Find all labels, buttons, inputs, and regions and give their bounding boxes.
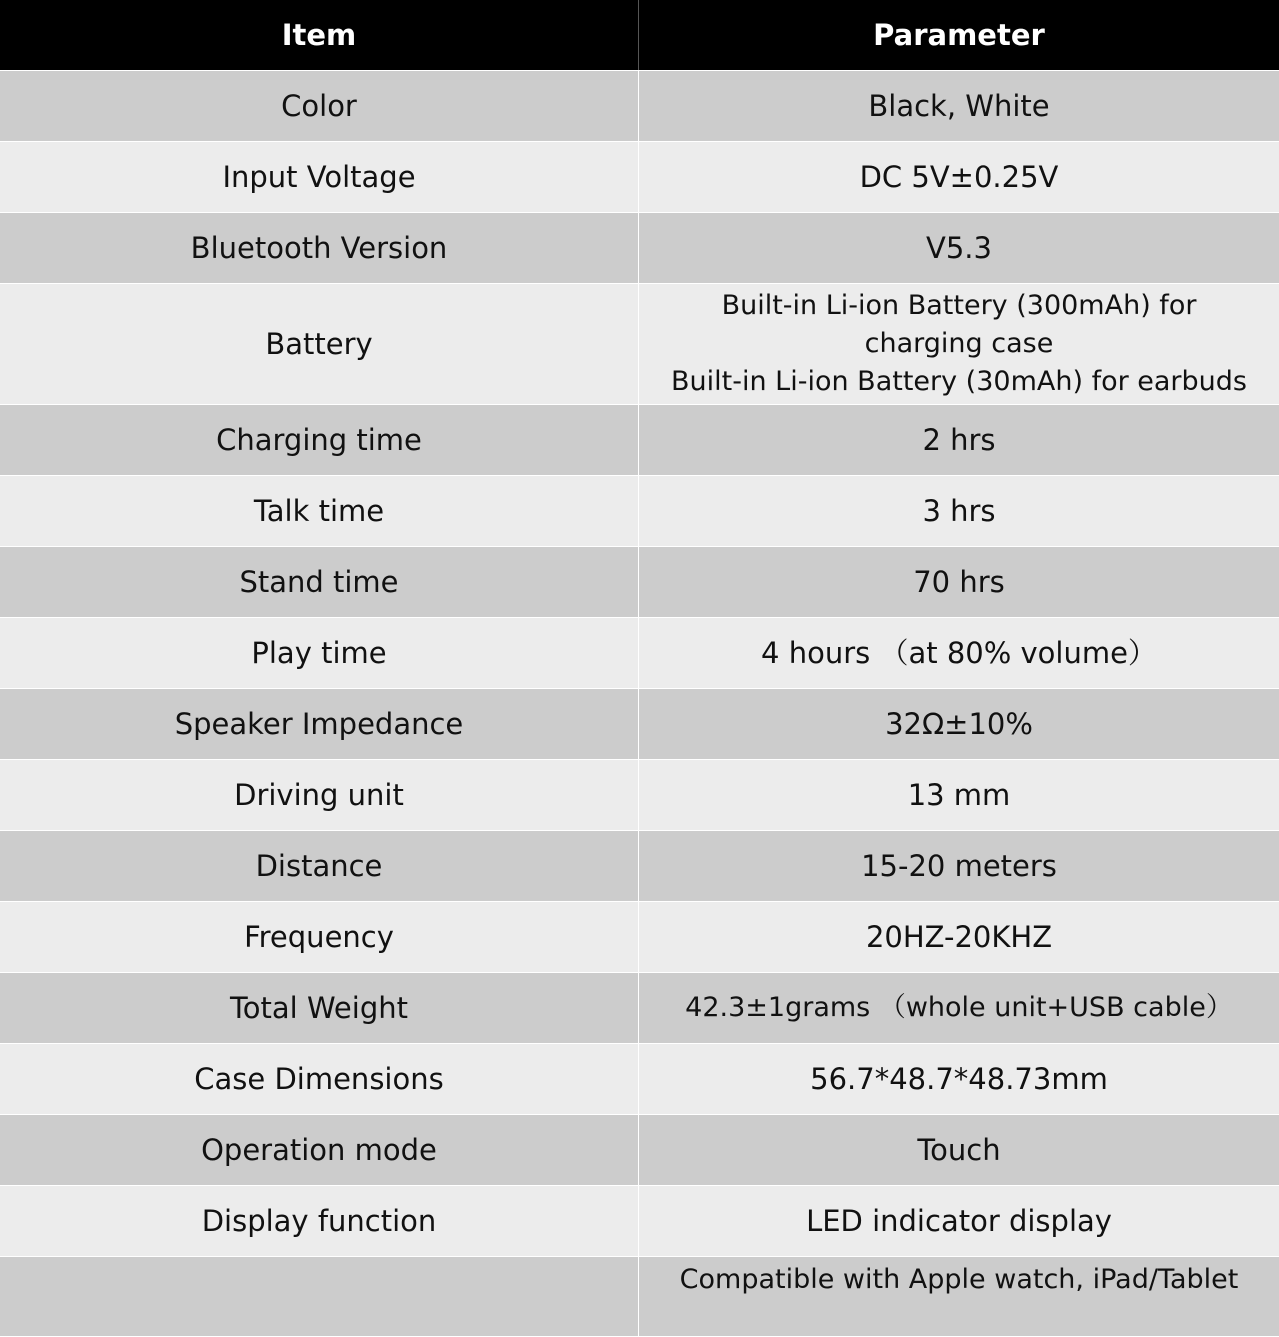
row-item: Color — [0, 71, 639, 141]
table-row — [0, 405, 1279, 476]
row-item: Charging time — [0, 405, 639, 475]
row-item: Play time — [0, 618, 639, 688]
row-item: Talk time — [0, 476, 639, 546]
row-parameter: DC 5V±0.25V — [859, 160, 1059, 194]
row-parameter: 2 hrs — [922, 423, 996, 457]
table-row — [0, 1186, 1279, 1257]
table-row — [0, 760, 1279, 831]
row-parameter: Black, White — [868, 89, 1050, 123]
row-item: Case Dimensions — [0, 1044, 639, 1114]
table-row — [0, 1257, 1279, 1337]
table-row — [0, 689, 1279, 760]
row-item: Frequency — [0, 902, 639, 972]
row-parameter: 4 hours （at 80% volume） — [761, 636, 1157, 670]
row-parameter: 32Ω±10% — [885, 707, 1033, 741]
row-item: Battery — [0, 284, 639, 404]
table-row — [0, 142, 1279, 213]
row-parameter: 70 hrs — [913, 565, 1005, 599]
row-parameter: LED indicator display — [806, 1204, 1112, 1238]
header-item: Item — [0, 0, 639, 70]
table-row — [0, 1044, 1279, 1115]
row-item: Operation mode — [0, 1115, 639, 1185]
row-parameter: Touch — [917, 1133, 1001, 1167]
row-item: Stand time — [0, 547, 639, 617]
row-item: Driving unit — [0, 760, 639, 830]
row-parameter: 56.7*48.7*48.73mm — [810, 1062, 1108, 1096]
row-item — [0, 1257, 639, 1337]
table-row — [0, 902, 1279, 973]
table-row — [0, 973, 1279, 1044]
row-item: Bluetooth Version — [0, 213, 639, 283]
row-parameter: 13 mm — [907, 778, 1011, 812]
table-row — [0, 71, 1279, 142]
table-row — [0, 284, 1279, 405]
row-item: Input Voltage — [0, 142, 639, 212]
row-item: Speaker Impedance — [0, 689, 639, 759]
row-item: Distance — [0, 831, 639, 901]
table-row — [0, 831, 1279, 902]
table-row — [0, 1115, 1279, 1186]
row-parameter: Built-in Li-ion Battery (300mAh) for charging case Built-in Li-ion Battery (30mAh) for earbuds — [671, 290, 1247, 397]
table-header-row — [0, 0, 1279, 71]
row-parameter: 42.3±1grams （whole unit+USB cable） — [685, 992, 1233, 1023]
row-parameter: V5.3 — [926, 231, 992, 265]
header-parameter: Parameter — [873, 18, 1045, 52]
table-row — [0, 547, 1279, 618]
row-parameter: 15-20 meters — [861, 849, 1057, 883]
table-row — [0, 476, 1279, 547]
row-parameter: 3 hrs — [922, 494, 996, 528]
row-parameter: Compatible with Apple watch, iPad/Tablet — [679, 1264, 1239, 1295]
table-row — [0, 213, 1279, 284]
table-row — [0, 618, 1279, 689]
row-item: Total Weight — [0, 973, 639, 1043]
row-parameter: 20HZ-20KHZ — [865, 920, 1053, 954]
row-item: Display function — [0, 1186, 639, 1256]
